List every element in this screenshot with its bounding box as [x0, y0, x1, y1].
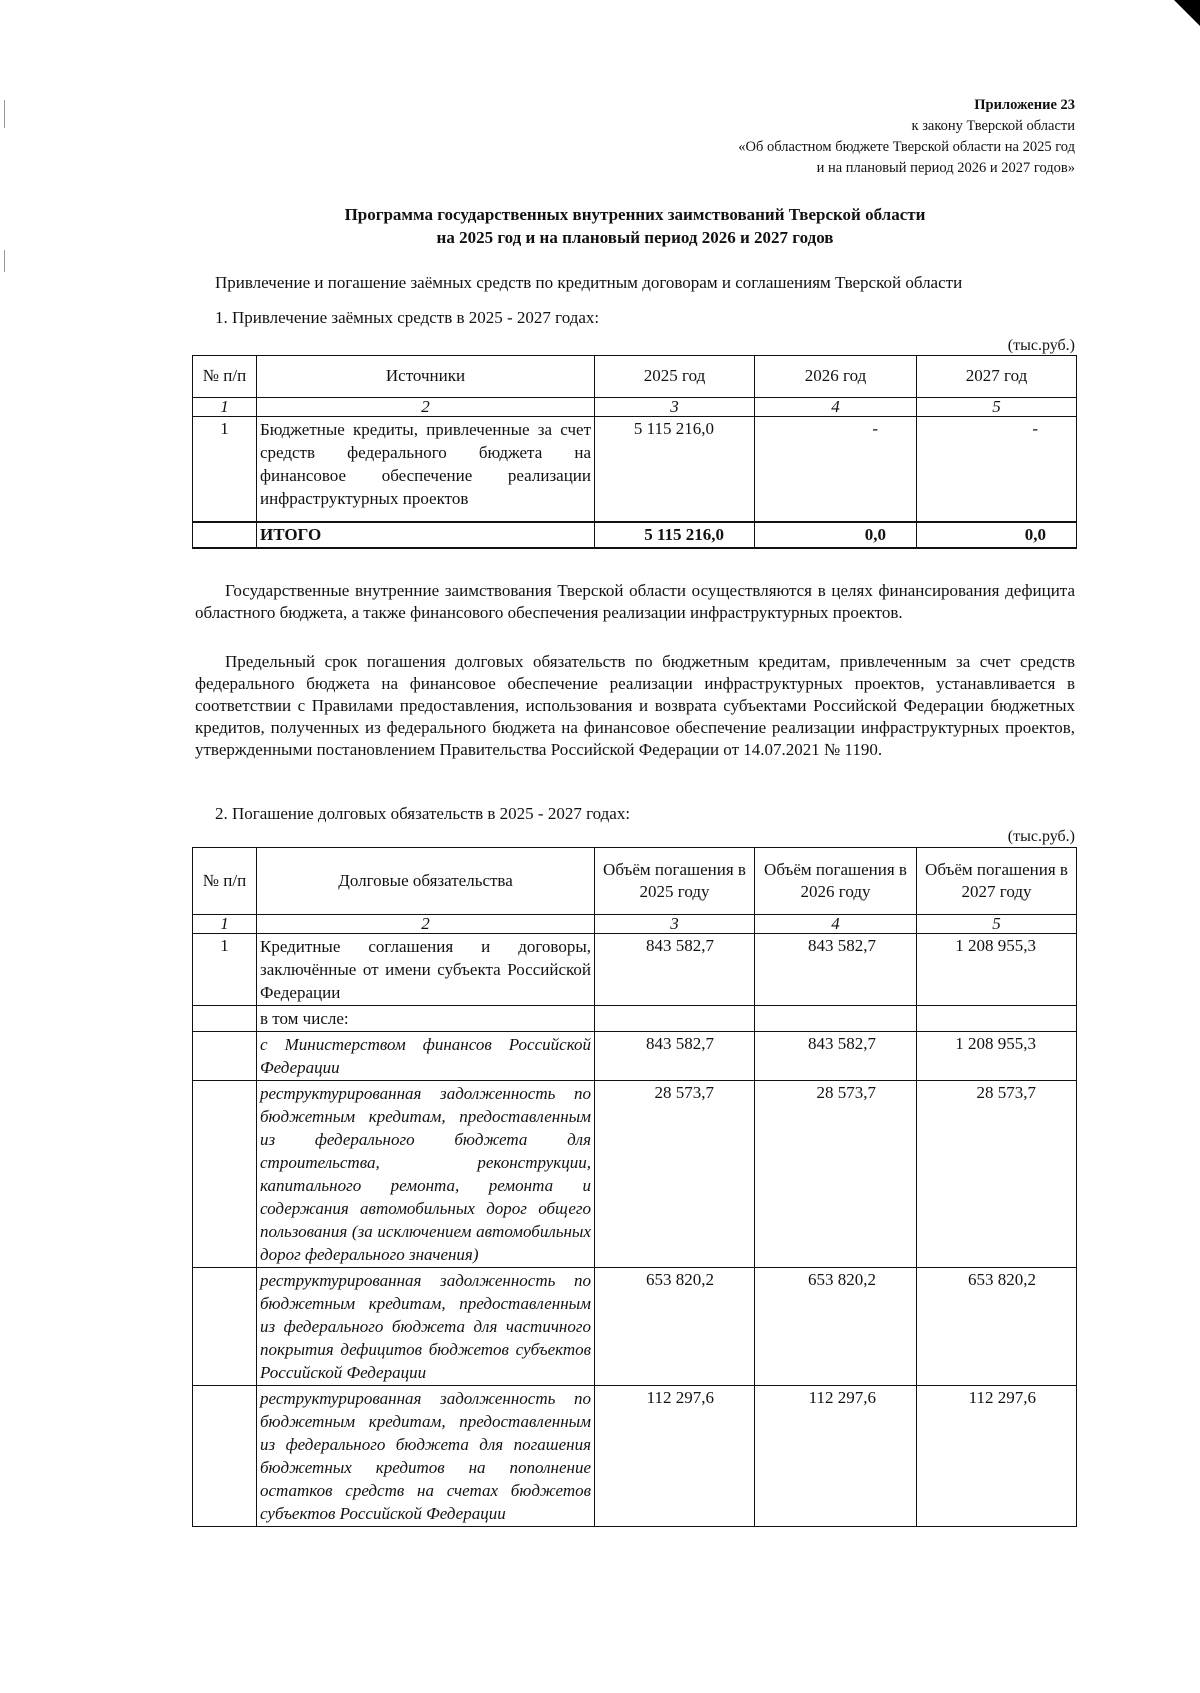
table-row — [193, 934, 1077, 1006]
table-row — [193, 417, 1077, 522]
appendix-header — [738, 95, 1075, 179]
scan-corner-mark — [1174, 0, 1200, 26]
header-2026: 2026 год — [755, 356, 917, 398]
row-value-2025: 5 115 216,0 — [595, 417, 755, 522]
table-row — [193, 1386, 1077, 1527]
subtitle: Привлечение и погашение заёмных средств по кредитным договорам и соглашениям Тверской области — [215, 273, 963, 292]
total-value-2025: 5 115 216,0 — [595, 522, 755, 548]
table-header-row — [193, 848, 1077, 915]
row-value-2025: 653 820,2 — [595, 1268, 755, 1386]
header-2025: 2025 год — [595, 356, 755, 398]
row-name: Бюджетные кредиты, привлеченные за счет средств федерального бюджета на финансовое обеспечение реализации инфраструктурных проектов — [257, 417, 595, 522]
index-cell: 1 — [193, 915, 257, 934]
scan-edge-mark — [4, 100, 5, 128]
appendix-line: и на плановый период 2026 и 2027 годов» — [816, 160, 1075, 176]
row-number: 1 — [193, 934, 257, 1006]
row-value-2027: 653 820,2 — [917, 1268, 1077, 1386]
row-value-2027: - — [917, 417, 1077, 522]
section2-unit: (тыс.руб.) — [1007, 828, 1075, 845]
document-title-line: Программа государственных внутренних заимствований Тверской области — [344, 205, 926, 224]
paragraph-purpose: Государственные внутренние заимствования Тверской области осуществляются в целях финансирования дефицита областного бюджета, а также финансового обеспечения реализации инфраструктурных проектов. — [195, 581, 1075, 623]
row-name: реструктурированная задолженность по бюджетным кредитам, предоставленным из федерального бюджета для погашения бюджетных кредитов на пополнение остатков средств на счетах бюджетов субъектов Российской Федерации — [257, 1386, 595, 1527]
header-2026: Объём погашения в 2026 году — [755, 848, 917, 915]
row-value-2025: 843 582,7 — [595, 1032, 755, 1081]
row-value-2027: 112 297,6 — [917, 1386, 1077, 1527]
header-2027: 2027 год — [917, 356, 1077, 398]
header-obligations: Долговые обязательства — [257, 848, 595, 915]
total-value-2026: 0,0 — [755, 522, 917, 548]
row-number: 1 — [193, 417, 257, 522]
row-value-2026: 843 582,7 — [755, 1032, 917, 1081]
appendix-number: Приложение 23 — [974, 97, 1075, 113]
index-cell: 3 — [595, 398, 755, 417]
table-index-row — [193, 915, 1077, 934]
row-number — [193, 1386, 257, 1527]
borrowing-table — [192, 355, 1077, 549]
row-name: реструктурированная задолженность по бюджетным кредитам, предоставленным из федерального бюджета для частичного покрытия дефицитов бюджетов субъектов Российской Федерации — [257, 1268, 595, 1386]
row-value-2026: 112 297,6 — [755, 1386, 917, 1527]
row-value-2026: 843 582,7 — [755, 934, 917, 1006]
paragraph-repayment-term: Предельный срок погашения долговых обязательств по бюджетным кредитам, привлеченным за счет средств федерального бюджета на финансовое обеспечение реализации инфраструктурных проектов, устанавливается в соответствии с Правилами предоставления, использования и возврата субъектами Российской Федерации бюджетных кредитов, полученных из федерального бюджета на финансовое обеспечение реализации инфраструктурных проектов, утвержденными постановлением Правительства Российской Федерации от 14.07.2021 № 1190. — [195, 652, 1075, 760]
row-number — [193, 1032, 257, 1081]
appendix-line: к закону Тверской области — [911, 118, 1075, 134]
total-number-cell — [193, 522, 257, 548]
table-header-row — [193, 356, 1077, 398]
table-row — [193, 1081, 1077, 1268]
row-name: Кредитные соглашения и договоры, заключённые от имени субъекта Российской Федерации — [257, 934, 595, 1006]
row-value-2027 — [917, 1006, 1077, 1032]
row-value-2026: 653 820,2 — [755, 1268, 917, 1386]
row-name: реструктурированная задолженность по бюджетным кредитам, предоставленным из федерального бюджета для строительства, реконструкции, капитального ремонта, ремонта и содержания автомобильных дорог общего пользования (за исключением автомобильных дорог федерального значения) — [257, 1081, 595, 1268]
index-cell: 4 — [755, 398, 917, 417]
row-value-2025: 112 297,6 — [595, 1386, 755, 1527]
row-value-2025 — [595, 1006, 755, 1032]
total-label: ИТОГО — [257, 522, 595, 548]
document-title — [195, 203, 1075, 249]
section1-heading: 1. Привлечение заёмных средств в 2025 - 2027 годах: — [215, 308, 600, 327]
section1-unit: (тыс.руб.) — [1007, 337, 1075, 354]
appendix-line: «Об областном бюджете Тверской области на 2025 год — [738, 139, 1075, 155]
row-name: в том числе: — [257, 1006, 595, 1032]
table-row — [193, 1268, 1077, 1386]
index-cell: 2 — [257, 398, 595, 417]
row-value-2026: - — [755, 417, 917, 522]
index-cell: 5 — [917, 398, 1077, 417]
scan-edge-mark — [4, 250, 5, 272]
row-value-2027: 1 208 955,3 — [917, 934, 1077, 1006]
row-value-2027: 1 208 955,3 — [917, 1032, 1077, 1081]
index-cell: 4 — [755, 915, 917, 934]
table-row — [193, 1032, 1077, 1081]
header-number: № п/п — [193, 356, 257, 398]
row-number — [193, 1006, 257, 1032]
total-value-2027: 0,0 — [917, 522, 1077, 548]
section2-heading: 2. Погашение долговых обязательств в 2025 - 2027 годах: — [215, 804, 631, 823]
row-value-2026 — [755, 1006, 917, 1032]
header-sources: Источники — [257, 356, 595, 398]
header-2025: Объём погашения в 2025 году — [595, 848, 755, 915]
index-cell: 3 — [595, 915, 755, 934]
row-value-2026: 28 573,7 — [755, 1081, 917, 1268]
row-value-2025: 843 582,7 — [595, 934, 755, 1006]
row-number — [193, 1081, 257, 1268]
repayment-table — [192, 847, 1077, 1527]
row-value-2025: 28 573,7 — [595, 1081, 755, 1268]
table-row — [193, 1006, 1077, 1032]
table-total-row — [193, 522, 1077, 548]
row-number — [193, 1268, 257, 1386]
index-cell: 1 — [193, 398, 257, 417]
row-name: с Министерством финансов Российской Федерации — [257, 1032, 595, 1081]
row-value-2027: 28 573,7 — [917, 1081, 1077, 1268]
table-index-row — [193, 398, 1077, 417]
document-title-line: на 2025 год и на плановый период 2026 и 2027 годов — [436, 228, 834, 247]
index-cell: 2 — [257, 915, 595, 934]
header-2027: Объём погашения в 2027 году — [917, 848, 1077, 915]
index-cell: 5 — [917, 915, 1077, 934]
header-number: № п/п — [193, 848, 257, 915]
